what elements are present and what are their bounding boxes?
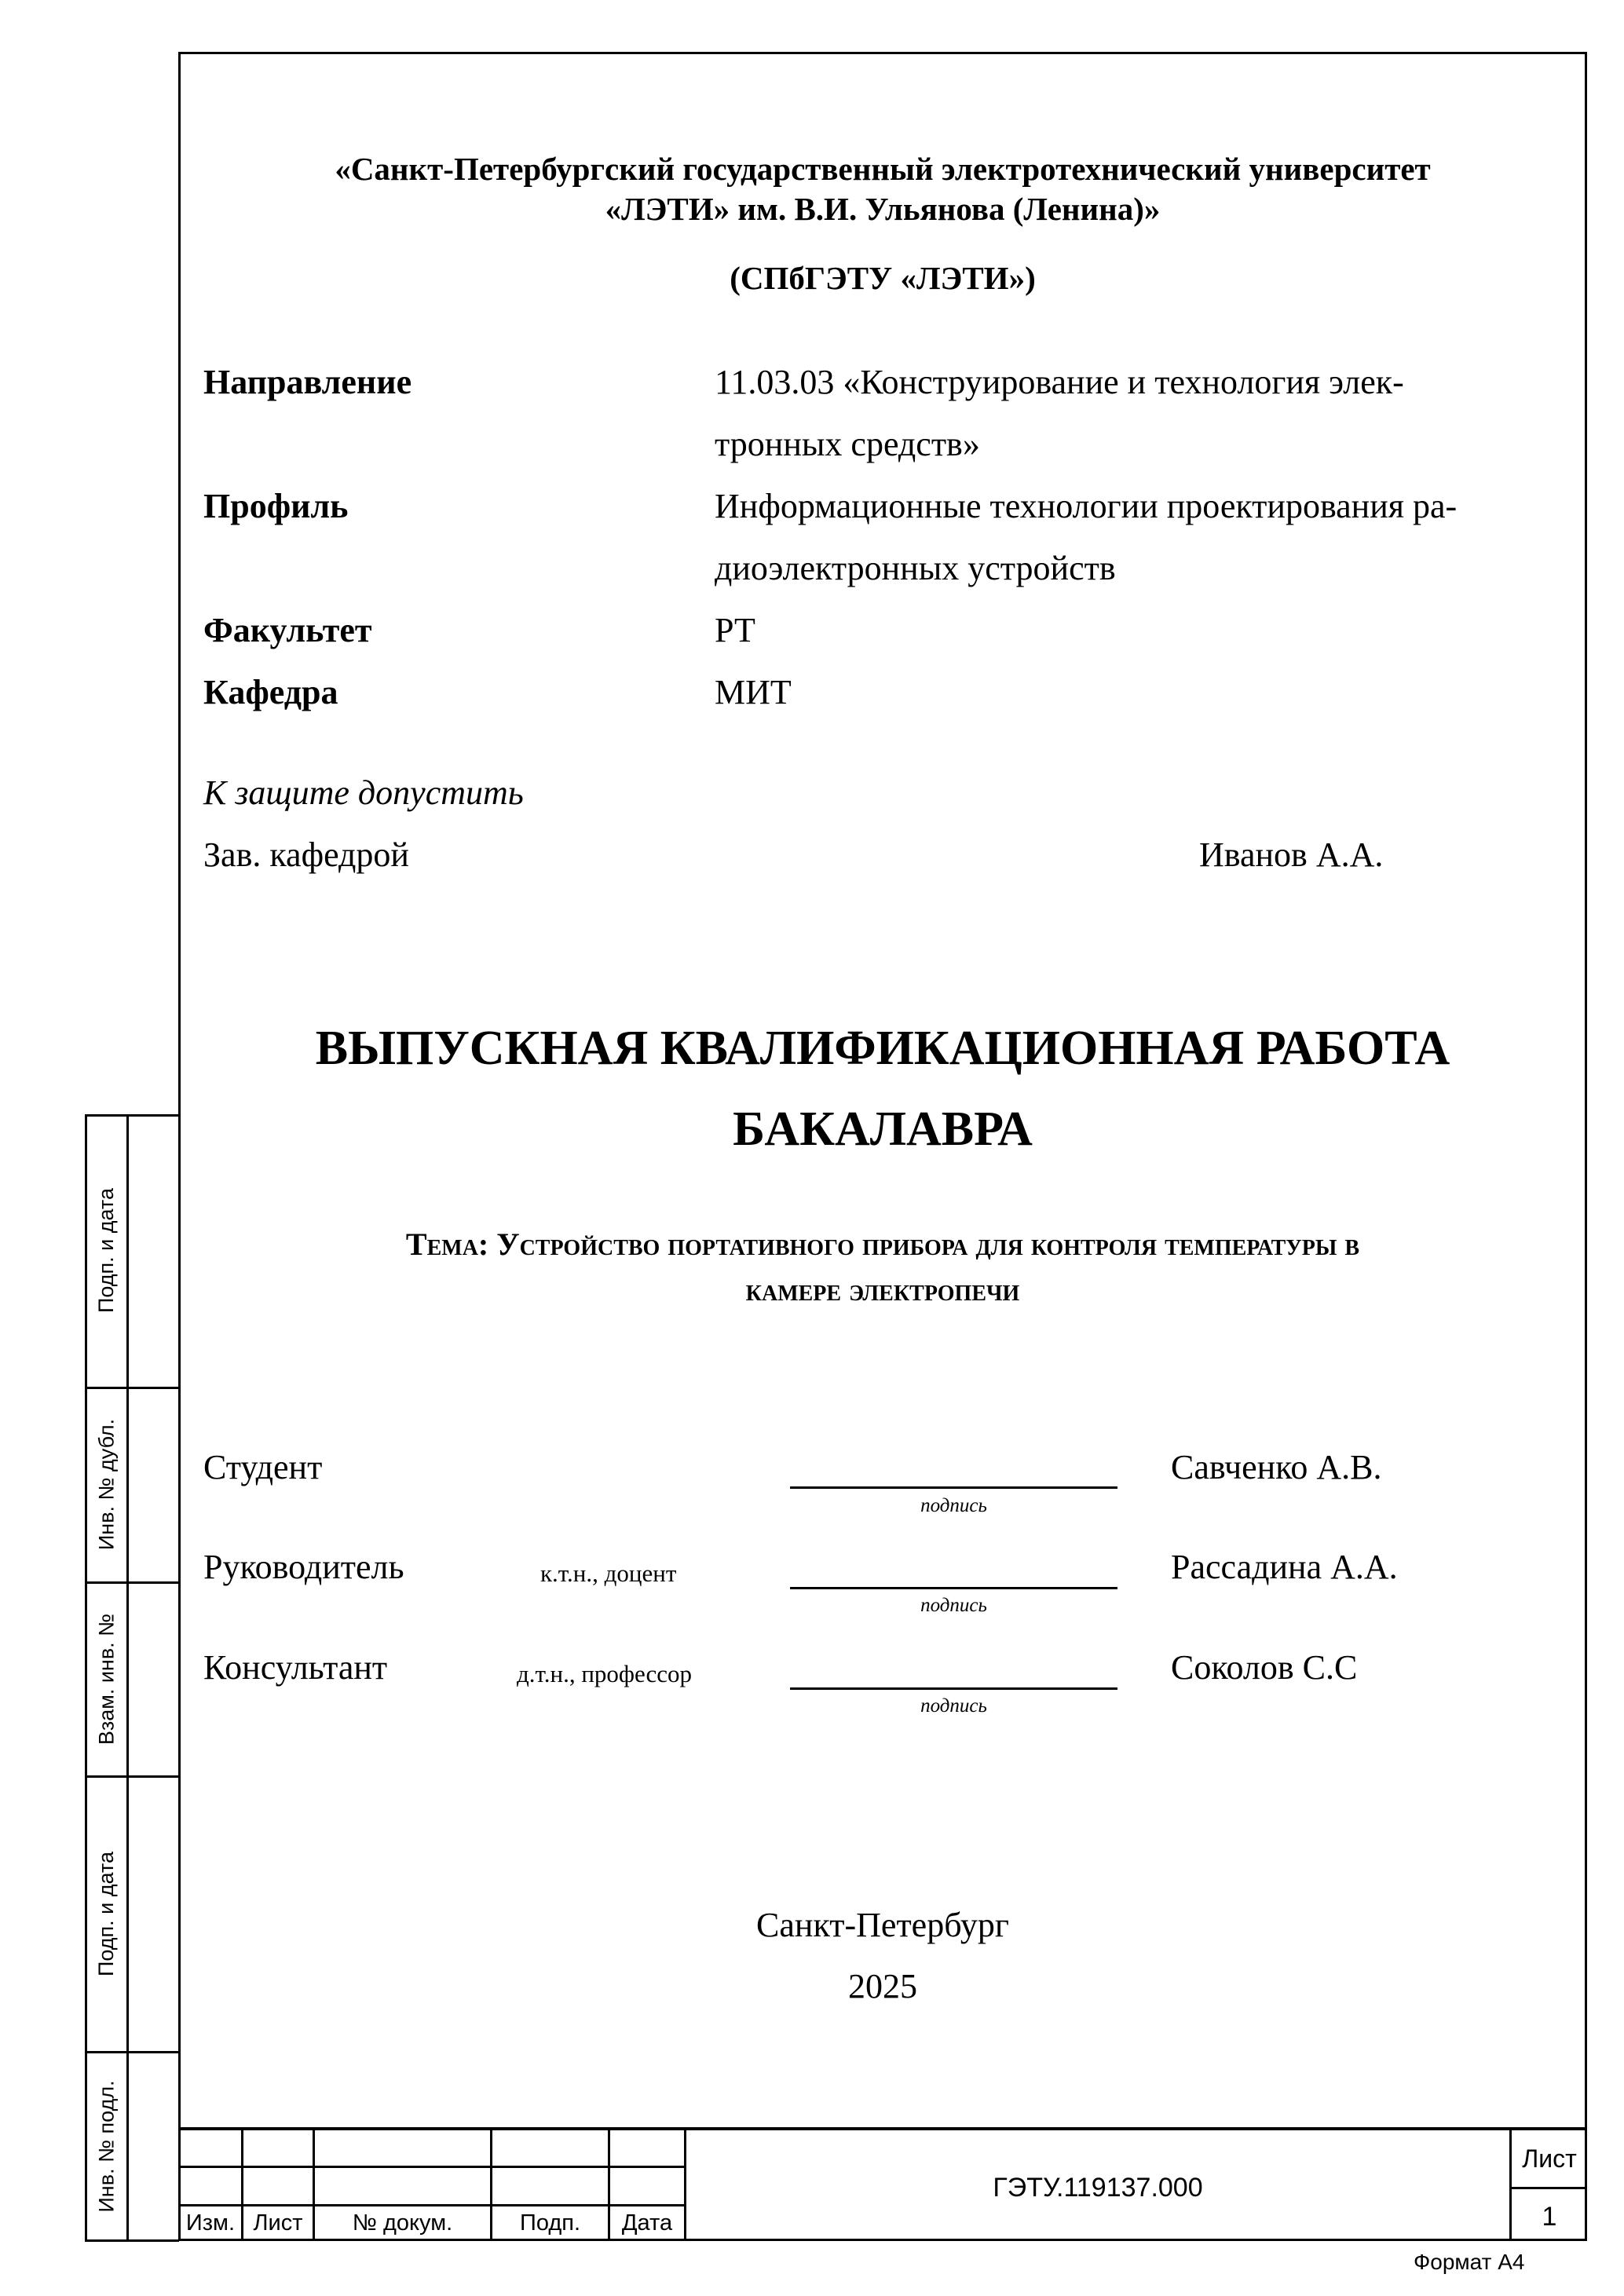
- sheet-label: Лист: [1522, 2144, 1577, 2173]
- signature-name-consultant: Соколов С.С: [1171, 1648, 1358, 1687]
- university-name-line1: «Санкт-Петербургский государственный электротехнический университет: [335, 151, 1431, 187]
- city: Санкт-Петербург: [756, 1906, 1009, 1944]
- info-value-profile-1: Информационные технологии проектирования ра-: [715, 487, 1458, 525]
- sheet-number: 1: [1542, 2202, 1557, 2232]
- signature-line-supervisor: [790, 1587, 1117, 1589]
- info-label-faculty: Факультет: [203, 611, 372, 649]
- year: 2025: [848, 1967, 917, 2005]
- signature-line-student: [790, 1486, 1117, 1489]
- theme-line1: Тема: Устройство портативного прибора для контроля температуры в: [405, 1227, 1360, 1262]
- paper-format: Формат А4: [1414, 2250, 1525, 2274]
- signature-role-consultant: Консультант: [203, 1648, 388, 1687]
- signature-degree-supervisor: к.т.н., доцент: [540, 1559, 677, 1587]
- title-block-top: [178, 2127, 1587, 2130]
- side-stamp-divider: [126, 1114, 129, 2241]
- signature-caption-consultant: подпись: [920, 1695, 987, 1717]
- title-block-header-change: Изм.: [185, 2210, 236, 2236]
- approval-role: Зав. кафедрой: [203, 835, 409, 874]
- side-stamp-label: Подп. и дата: [94, 1187, 118, 1314]
- document-code: ГЭТУ.119137.000: [993, 2173, 1203, 2203]
- signature-caption-student: подпись: [920, 1495, 987, 1516]
- title-block-header-date: Дата: [621, 2210, 673, 2236]
- info-value-direction-2: тронных средств»: [715, 425, 980, 463]
- info-value-faculty: РТ: [715, 611, 755, 649]
- approval-title: К защите допустить: [203, 773, 524, 812]
- info-value-profile-2: диоэлектронных устройств: [715, 549, 1116, 587]
- university-name-line2: «ЛЭТИ» им. В.И. Ульянова (Ленина)»: [605, 191, 1161, 227]
- signature-degree-consultant: д.т.н., профессор: [517, 1660, 693, 1687]
- info-value-direction-1: 11.03.03 «Конструирование и технология элек-: [715, 363, 1404, 401]
- title-block-sheet-line: [1509, 2187, 1587, 2189]
- work-title-line1: ВЫПУСКНАЯ КВАЛИФИКАЦИОННАЯ РАБОТА: [315, 1022, 1450, 1075]
- university-abbr: (СПбГЭТУ «ЛЭТИ»): [730, 260, 1036, 296]
- info-label-profile: Профиль: [203, 487, 349, 525]
- title-block-header-docnum: № докум.: [352, 2210, 453, 2236]
- side-stamp-border-left: [85, 1114, 87, 2241]
- info-value-department: МИТ: [715, 673, 792, 711]
- theme-line2: камере электропечи: [745, 1272, 1020, 1307]
- title-block-header-sign: Подп.: [519, 2210, 581, 2236]
- side-stamp-label: Инв. № дубл.: [94, 1418, 119, 1551]
- side-stamp-label: Подп. и дата: [94, 1851, 118, 1977]
- info-label-direction: Направление: [203, 363, 412, 401]
- side-stamp-label: Инв. № подл.: [94, 2080, 119, 2213]
- info-label-department: Кафедра: [203, 673, 338, 711]
- signature-name-supervisor: Рассадина А.А.: [1171, 1548, 1398, 1586]
- signature-role-student: Студент: [203, 1448, 323, 1486]
- signature-role-supervisor: Руководитель: [203, 1548, 404, 1586]
- side-stamp-label: Взам. инв. №: [94, 1613, 119, 1746]
- signature-name-student: Савченко А.В.: [1171, 1448, 1382, 1486]
- approval-name: Иванов А.А.: [1199, 835, 1384, 874]
- work-title-line2: БАКАЛАВРА: [733, 1102, 1033, 1156]
- signature-caption-supervisor: подпись: [920, 1595, 987, 1616]
- title-block-header-sheet: Лист: [253, 2210, 303, 2236]
- signature-line-consultant: [790, 1687, 1117, 1690]
